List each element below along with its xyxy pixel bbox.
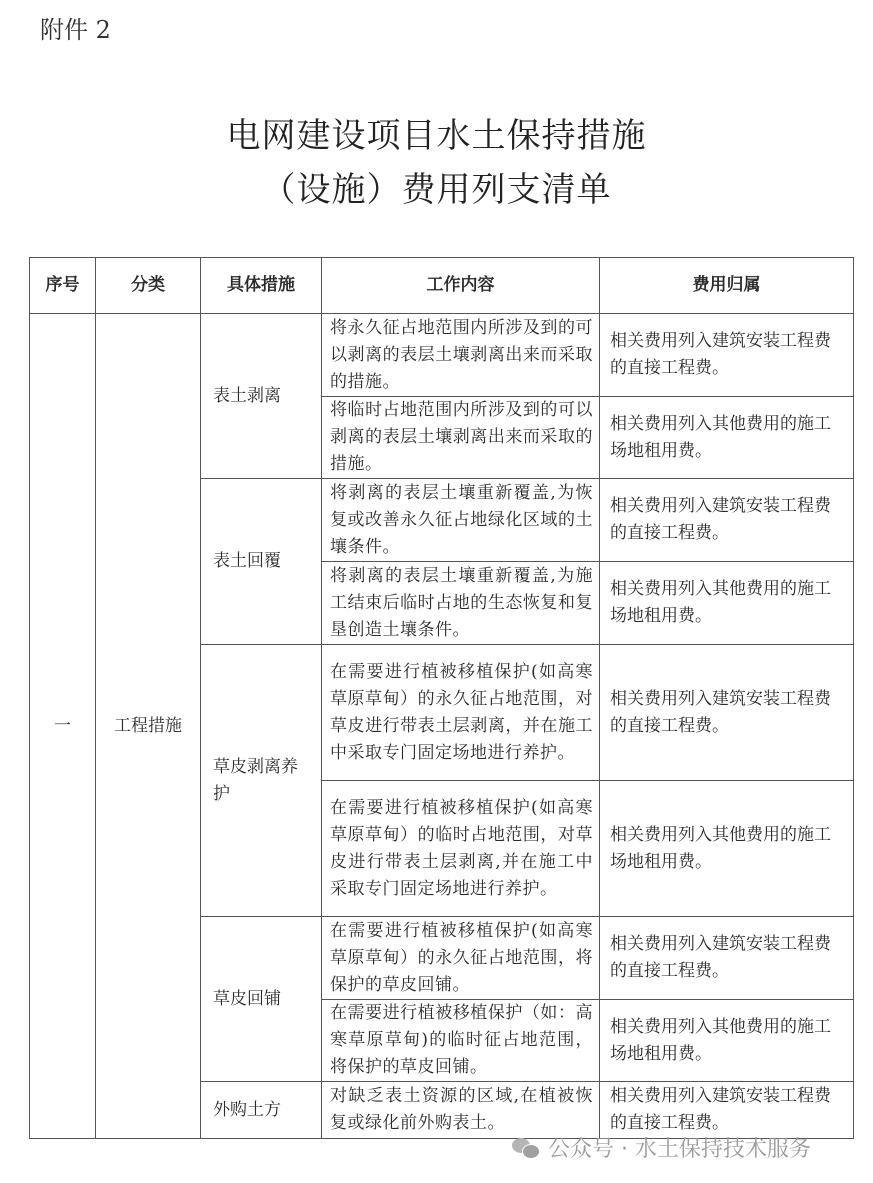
cost-attribution: 相关费用列入建筑安装工程费的直接工程费。 [600, 917, 854, 1000]
cost-attribution: 相关费用列入建筑安装工程费的直接工程费。 [600, 314, 854, 397]
work-content: 将临时占地范围内所涉及到的可以剥离的表层土壤剥离出来而采取的措施。 [322, 397, 600, 479]
header-category: 分类 [96, 258, 201, 314]
cost-attribution: 相关费用列入建筑安装工程费的直接工程费。 [600, 1082, 854, 1139]
work-content: 在需要进行植被移植保护（如：高寒草原草甸)的临时征占地范围，将保护的草皮回铺。 [322, 1000, 600, 1082]
watermark [512, 1132, 811, 1163]
table-header-row [30, 258, 854, 314]
work-content: 在需要进行植被移植保护(如高寒草原草甸）的永久征占地范围，将保护的草皮回铺。 [322, 917, 600, 1000]
header-measure: 具体措施 [201, 258, 322, 314]
work-content: 对缺乏表土资源的区域,在植被恢复或绿化前外购表土。 [322, 1082, 600, 1139]
attachment-label: 附件 2 [40, 16, 111, 44]
cost-attribution: 相关费用列入建筑安装工程费的直接工程费。 [600, 645, 854, 781]
header-content: 工作内容 [322, 258, 600, 314]
cost-attribution: 相关费用列入其他费用的施工场地租用费。 [600, 397, 854, 479]
work-content: 在需要进行植被移植保护(如高寒草原草甸）的永久征占地范围，对草皮进行带表土层剥离，并在施工中采取专门固定场地进行养护。 [322, 645, 600, 781]
wechat-icon [512, 1136, 542, 1160]
cost-table [29, 257, 854, 1139]
header-cost: 费用归属 [600, 258, 854, 314]
group-category: 工程措施 [96, 314, 201, 1139]
work-content: 在需要进行植被移植保护(如高寒草原草甸）的临时占地范围，对草皮进行带表土层剥离,并在施工中采取专门固定场地进行养护。 [322, 781, 600, 917]
watermark-text: 公众号 · 水土保持技术服务 [548, 1137, 811, 1162]
work-content: 将永久征占地范围内所涉及到的可以剥离的表层土壤剥离出来而采取的措施。 [322, 314, 600, 397]
work-content: 将剥离的表层土壤重新覆盖,为恢复或改善永久征占地绿化区域的土壤条件。 [322, 479, 600, 562]
cost-attribution: 相关费用列入其他费用的施工场地租用费。 [600, 781, 854, 917]
document-title-line1: 电网建设项目水土保持措施 [226, 116, 647, 156]
cost-attribution: 相关费用列入其他费用的施工场地租用费。 [600, 562, 854, 645]
measure-name: 表土剥离 [201, 314, 322, 479]
document-title-line2: （设施）费用列支清单 [261, 170, 612, 210]
work-content: 将剥离的表层土壤重新覆盖,为施工结束后临时占地的生态恢复和复垦创造土壤条件。 [322, 562, 600, 645]
group-index: 一 [30, 314, 96, 1139]
measure-name: 表土回覆 [201, 479, 322, 645]
measure-name: 草皮剥离养护 [201, 645, 322, 917]
table-row [30, 314, 854, 397]
header-index: 序号 [30, 258, 96, 314]
cost-attribution: 相关费用列入建筑安装工程费的直接工程费。 [600, 479, 854, 562]
measure-name: 草皮回铺 [201, 917, 322, 1082]
cost-attribution: 相关费用列入其他费用的施工场地租用费。 [600, 1000, 854, 1082]
measure-name: 外购土方 [201, 1082, 322, 1139]
